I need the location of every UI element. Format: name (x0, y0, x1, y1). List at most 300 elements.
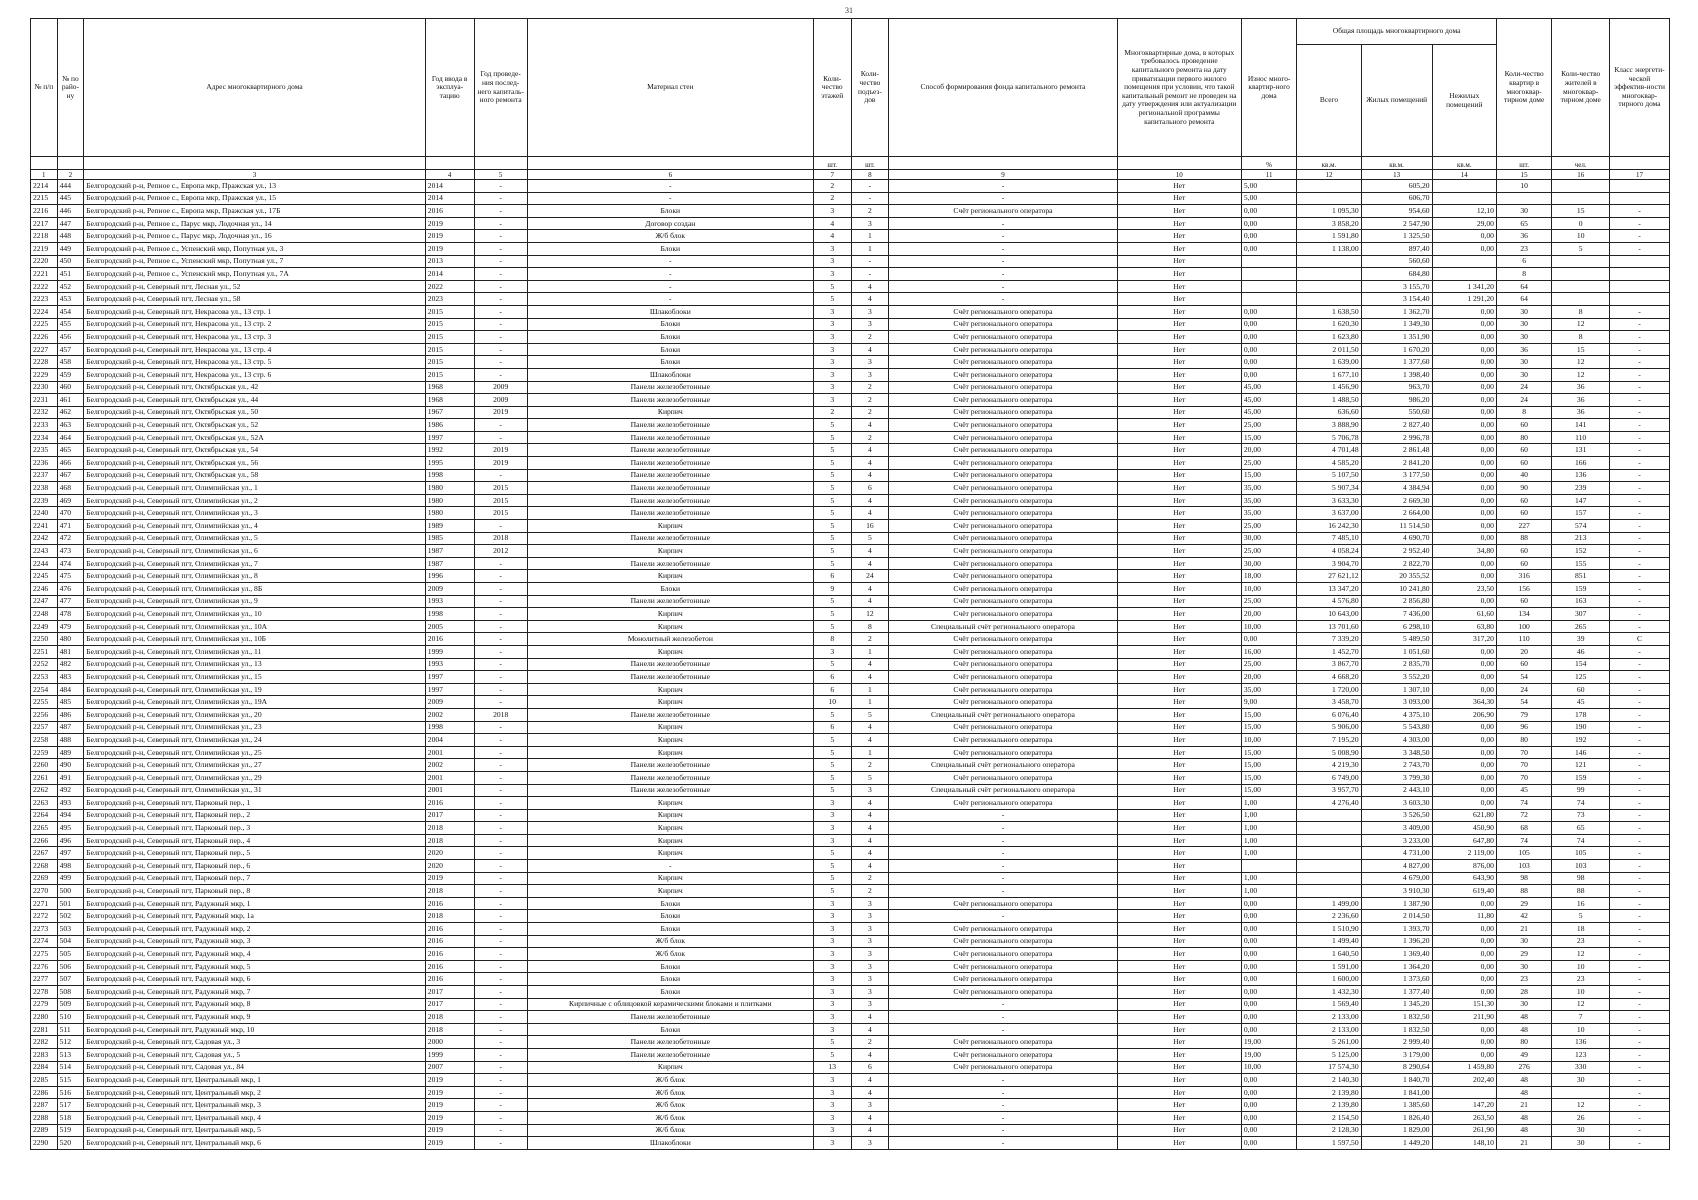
cell-residents: 10 (1552, 960, 1610, 973)
cell-entrances: 4 (851, 1111, 889, 1124)
cell-repair-required: Нет (1117, 1099, 1241, 1112)
cell-fund-method: - (889, 1124, 1117, 1137)
cell-area-residential: 3 177,50 (1361, 469, 1432, 482)
cell-apartments: 24 (1496, 381, 1551, 394)
cell-area-nonresidential: 619,40 (1432, 885, 1496, 898)
header-area-nonresidential: Нежилых помещений (1432, 45, 1496, 157)
cell-row-number: 2251 (31, 645, 58, 658)
cell-district-number: 475 (57, 570, 84, 583)
cell-district-number: 469 (57, 494, 84, 507)
cell-last-repair-year: - (474, 180, 527, 193)
table-row (31, 557, 1670, 570)
cell-area-residential: 684,80 (1361, 268, 1432, 281)
cell-area-nonresidential: 61,60 (1432, 608, 1496, 621)
cell-wall-material: Блоки (527, 343, 813, 356)
cell-residents (1552, 293, 1610, 306)
cell-repair-required: Нет (1117, 847, 1241, 860)
cell-district-number: 506 (57, 960, 84, 973)
cell-apartments: 23 (1496, 242, 1551, 255)
cell-apartments: 49 (1496, 1048, 1551, 1061)
cell-area-residential: 2 822,70 (1361, 557, 1432, 570)
cell-wall-material: Ж/б блок (527, 1124, 813, 1137)
cell-area-residential: 2 952,40 (1361, 545, 1432, 558)
cell-wear: 30,00 (1241, 532, 1296, 545)
cell-district-number: 487 (57, 721, 84, 734)
cell-area-total: 2 140,30 (1297, 1074, 1361, 1087)
cell-district-number: 515 (57, 1074, 84, 1087)
cell-energy-class: - (1610, 746, 1670, 759)
cell-wall-material: Блоки (527, 910, 813, 923)
cell-year-built: 1980 (425, 507, 474, 520)
cell-fund-method: - (889, 242, 1117, 255)
cell-year-built: 2015 (425, 368, 474, 381)
cell-area-total: 5 107,50 (1297, 469, 1361, 482)
cell-area-nonresidential: 0,00 (1432, 595, 1496, 608)
cell-floors: 3 (813, 368, 851, 381)
cell-year-built: 2016 (425, 923, 474, 936)
cell-residents (1552, 1086, 1610, 1099)
table-row (31, 658, 1670, 671)
cell-repair-required: Нет (1117, 507, 1241, 520)
cell-address: Белгородский р-н, Северный пгт, Садовая ул., 3 (84, 1036, 426, 1049)
cell-year-built: 2018 (425, 822, 474, 835)
cell-repair-required: Нет (1117, 960, 1241, 973)
cell-last-repair-year: 2015 (474, 482, 527, 495)
cell-area-residential: 1 345,20 (1361, 998, 1432, 1011)
cell-address: Белгородский р-н, Северный пгт, Парковый пер., 2 (84, 809, 426, 822)
cell-area-nonresidential: 0,00 (1432, 671, 1496, 684)
cell-wall-material: - (527, 255, 813, 268)
cell-district-number: 486 (57, 708, 84, 721)
cell-apartments: 68 (1496, 822, 1551, 835)
cell-entrances: 3 (851, 318, 889, 331)
cell-energy-class: - (1610, 217, 1670, 230)
cell-wall-material: Кирпич (527, 1061, 813, 1074)
cell-wear: 1,00 (1241, 834, 1296, 847)
table-row (31, 205, 1670, 218)
cell-address: Белгородский р-н, Северный пгт, Парковый пер., 8 (84, 885, 426, 898)
cell-year-built: 2016 (425, 948, 474, 961)
cell-fund-method: Счёт регионального оператора (889, 734, 1117, 747)
cell-residents: 36 (1552, 381, 1610, 394)
cell-last-repair-year: - (474, 356, 527, 369)
cell-area-nonresidential: 0,00 (1432, 557, 1496, 570)
cell-year-built: 2019 (425, 1086, 474, 1099)
cell-repair-required: Нет (1117, 532, 1241, 545)
cell-fund-method: Счёт регионального оператора (889, 482, 1117, 495)
cell-area-residential: 4 679,00 (1361, 872, 1432, 885)
cell-entrances: 2 (851, 406, 889, 419)
cell-address: Белгородский р-н, Северный пгт, Центральный мкр, 6 (84, 1137, 426, 1150)
table-row (31, 948, 1670, 961)
cell-wall-material: Блоки (527, 205, 813, 218)
cell-floors: 3 (813, 1124, 851, 1137)
cell-floors: 5 (813, 860, 851, 873)
cell-energy-class: - (1610, 885, 1670, 898)
cell-entrances: 2 (851, 759, 889, 772)
cell-last-repair-year: - (474, 620, 527, 633)
cell-area-total: 1 452,70 (1297, 645, 1361, 658)
cell-row-number: 2277 (31, 973, 58, 986)
cell-residents: 12 (1552, 948, 1610, 961)
cell-floors: 5 (813, 280, 851, 293)
cell-area-nonresidential: 0,00 (1432, 406, 1496, 419)
cell-area-total: 27 621,12 (1297, 570, 1361, 583)
cell-year-built: 2016 (425, 960, 474, 973)
cell-wall-material: Панели железобетонные (527, 784, 813, 797)
cell-residents: 45 (1552, 696, 1610, 709)
cell-year-built: 1980 (425, 494, 474, 507)
cell-row-number: 2243 (31, 545, 58, 558)
cell-year-built: 2015 (425, 356, 474, 369)
cell-apartments: 21 (1496, 1137, 1551, 1150)
cell-repair-required: Нет (1117, 457, 1241, 470)
cell-apartments: 60 (1496, 595, 1551, 608)
cell-apartments: 48 (1496, 1011, 1551, 1024)
cell-row-number: 2290 (31, 1137, 58, 1150)
cell-row-number: 2246 (31, 583, 58, 596)
cell-energy-class: - (1610, 797, 1670, 810)
cell-year-built: 1986 (425, 419, 474, 432)
cell-entrances: 3 (851, 1137, 889, 1150)
cell-energy-class: - (1610, 444, 1670, 457)
cell-entrances: 4 (851, 1074, 889, 1087)
cell-entrances: 4 (851, 721, 889, 734)
cell-district-number: 485 (57, 696, 84, 709)
cell-fund-method: Счёт регионального оператора (889, 797, 1117, 810)
cell-entrances: 3 (851, 217, 889, 230)
header-apartments: Коли-чество квартир в многоквар-тирном доме (1496, 19, 1551, 157)
cell-last-repair-year: - (474, 1124, 527, 1137)
cell-repair-required: Нет (1117, 494, 1241, 507)
cell-wear: 0,00 (1241, 973, 1296, 986)
cell-residents: 163 (1552, 595, 1610, 608)
cell-row-number: 2272 (31, 910, 58, 923)
table-row (31, 217, 1670, 230)
cell-residents: 125 (1552, 671, 1610, 684)
cell-wall-material: Блоки (527, 923, 813, 936)
cell-energy-class: - (1610, 1124, 1670, 1137)
cell-address: Белгородский р-н, Репное с., Парус мкр, Лодочная ул., 16 (84, 230, 426, 243)
cell-area-residential: 1 377,40 (1361, 986, 1432, 999)
cell-year-built: 2019 (425, 1124, 474, 1137)
cell-residents (1552, 268, 1610, 281)
cell-apartments: 79 (1496, 708, 1551, 721)
cell-fund-method: Счёт регионального оператора (889, 771, 1117, 784)
cell-repair-required: Нет (1117, 268, 1241, 281)
cell-wall-material: Ж/б блок (527, 1099, 813, 1112)
cell-residents (1552, 255, 1610, 268)
cell-area-residential: 550,60 (1361, 406, 1432, 419)
cell-energy-class (1610, 293, 1670, 306)
table-row (31, 671, 1670, 684)
cell-district-number: 468 (57, 482, 84, 495)
cell-floors: 2 (813, 180, 851, 193)
cell-repair-required: Нет (1117, 368, 1241, 381)
cell-fund-method: Счёт регионального оператора (889, 608, 1117, 621)
cell-fund-method: Счёт регионального оператора (889, 683, 1117, 696)
cell-entrances: 3 (851, 368, 889, 381)
cell-district-number: 453 (57, 293, 84, 306)
cell-district-number: 456 (57, 331, 84, 344)
cell-wear: 30,00 (1241, 557, 1296, 570)
cell-energy-class: - (1610, 923, 1670, 936)
cell-energy-class: - (1610, 1086, 1670, 1099)
cell-energy-class: - (1610, 494, 1670, 507)
table-row (31, 860, 1670, 873)
cell-repair-required: Нет (1117, 1074, 1241, 1087)
cell-area-nonresidential: 0,00 (1432, 771, 1496, 784)
table-row (31, 759, 1670, 772)
cell-row-number: 2287 (31, 1099, 58, 1112)
table-row (31, 973, 1670, 986)
cell-area-nonresidential: 0,00 (1432, 1048, 1496, 1061)
cell-entrances: 3 (851, 305, 889, 318)
cell-residents: 265 (1552, 620, 1610, 633)
cell-wear: 20,00 (1241, 444, 1296, 457)
cell-fund-method: Счёт регионального оператора (889, 444, 1117, 457)
table-row (31, 784, 1670, 797)
cell-residents: 159 (1552, 583, 1610, 596)
cell-year-built: 2018 (425, 910, 474, 923)
cell-area-nonresidential: 23,50 (1432, 583, 1496, 596)
cell-floors: 5 (813, 482, 851, 495)
cell-floors: 5 (813, 595, 851, 608)
cell-apartments: 60 (1496, 457, 1551, 470)
cell-floors: 3 (813, 960, 851, 973)
cell-repair-required: Нет (1117, 696, 1241, 709)
cell-residents: 110 (1552, 431, 1610, 444)
cell-apartments: 8 (1496, 268, 1551, 281)
cell-last-repair-year: - (474, 885, 527, 898)
cell-district-number: 447 (57, 217, 84, 230)
cell-floors: 3 (813, 948, 851, 961)
cell-area-total: 1 499,00 (1297, 897, 1361, 910)
cell-year-built: 2018 (425, 834, 474, 847)
cell-last-repair-year: - (474, 784, 527, 797)
cell-wall-material: Кирпич (527, 645, 813, 658)
cell-apartments: 276 (1496, 1061, 1551, 1074)
cell-wall-material: Панели железобетонные (527, 658, 813, 671)
cell-area-total: 3 637,00 (1297, 507, 1361, 520)
cell-apartments: 80 (1496, 734, 1551, 747)
cell-entrances: 5 (851, 532, 889, 545)
cell-district-number: 494 (57, 809, 84, 822)
cell-floors: 5 (813, 507, 851, 520)
cell-floors: 4 (813, 230, 851, 243)
cell-floors: 3 (813, 331, 851, 344)
cell-last-repair-year: - (474, 570, 527, 583)
cell-last-repair-year: 2012 (474, 545, 527, 558)
cell-wear: 1,00 (1241, 797, 1296, 810)
cell-wall-material: Панели железобетонные (527, 431, 813, 444)
cell-wall-material: Блоки (527, 960, 813, 973)
table-row (31, 1086, 1670, 1099)
cell-repair-required: Нет (1117, 671, 1241, 684)
cell-repair-required: Нет (1117, 520, 1241, 533)
cell-row-number: 2222 (31, 280, 58, 293)
cell-entrances: 2 (851, 431, 889, 444)
cell-apartments: 103 (1496, 860, 1551, 873)
cell-area-nonresidential: 0,00 (1432, 923, 1496, 936)
cell-entrances: 2 (851, 381, 889, 394)
cell-row-number: 2248 (31, 608, 58, 621)
cell-fund-method: Счёт регионального оператора (889, 457, 1117, 470)
cell-district-number: 448 (57, 230, 84, 243)
cell-residents: 16 (1552, 897, 1610, 910)
cell-year-built: 2016 (425, 973, 474, 986)
cell-apartments: 70 (1496, 746, 1551, 759)
cell-last-repair-year: - (474, 1023, 527, 1036)
cell-repair-required: Нет (1117, 734, 1241, 747)
cell-row-number: 2231 (31, 394, 58, 407)
cell-energy-class: - (1610, 948, 1670, 961)
header-wear: Износ много-квартир-ного дома (1241, 19, 1296, 157)
cell-floors: 5 (813, 1036, 851, 1049)
cell-last-repair-year: - (474, 809, 527, 822)
table-row (31, 1111, 1670, 1124)
cell-address: Белгородский р-н, Северный пгт, Олимпийская ул., 5 (84, 532, 426, 545)
cell-area-nonresidential: 0,00 (1432, 658, 1496, 671)
cell-area-total: 5 261,00 (1297, 1036, 1361, 1049)
cell-entrances: 4 (851, 847, 889, 860)
cell-wear: 25,00 (1241, 658, 1296, 671)
cell-wall-material: Шлакоблоки (527, 1137, 813, 1150)
cell-entrances: 5 (851, 771, 889, 784)
table-row (31, 1124, 1670, 1137)
cell-energy-class: - (1610, 872, 1670, 885)
cell-fund-method: Счёт регионального оператора (889, 305, 1117, 318)
cell-apartments: 88 (1496, 885, 1551, 898)
cell-district-number: 451 (57, 268, 84, 281)
cell-area-total: 10 643,00 (1297, 608, 1361, 621)
cell-last-repair-year: - (474, 658, 527, 671)
cell-energy-class: - (1610, 683, 1670, 696)
cell-district-number: 495 (57, 822, 84, 835)
table-row (31, 394, 1670, 407)
cell-row-number: 2256 (31, 708, 58, 721)
table-row (31, 242, 1670, 255)
cell-last-repair-year: - (474, 633, 527, 646)
cell-residents: 12 (1552, 318, 1610, 331)
cell-area-total: 2 128,30 (1297, 1124, 1361, 1137)
table-row (31, 1061, 1670, 1074)
cell-area-nonresidential: 1 291,20 (1432, 293, 1496, 306)
cell-entrances: 4 (851, 583, 889, 596)
cell-entrances: 3 (851, 356, 889, 369)
cell-wear: 1,00 (1241, 822, 1296, 835)
cell-area-nonresidential (1432, 192, 1496, 205)
cell-entrances: 8 (851, 620, 889, 633)
cell-energy-class: - (1610, 734, 1670, 747)
cell-floors: 3 (813, 305, 851, 318)
cell-apartments: 98 (1496, 872, 1551, 885)
cell-wear: 15,00 (1241, 469, 1296, 482)
cell-wear: 0,00 (1241, 1086, 1296, 1099)
cell-area-total: 1 569,40 (1297, 998, 1361, 1011)
cell-district-number: 512 (57, 1036, 84, 1049)
cell-area-total: 4 576,80 (1297, 595, 1361, 608)
cell-entrances: 4 (851, 419, 889, 432)
cell-fund-method: Счёт регионального оператора (889, 1048, 1117, 1061)
cell-row-number: 2270 (31, 885, 58, 898)
cell-wear: 45,00 (1241, 381, 1296, 394)
cell-address: Белгородский р-н, Северный пгт, Олимпийская ул., 7 (84, 557, 426, 570)
cell-district-number: 467 (57, 469, 84, 482)
cell-last-repair-year: - (474, 255, 527, 268)
header-area-total: Всего (1297, 45, 1361, 157)
cell-year-built: 2016 (425, 897, 474, 910)
cell-year-built: 2009 (425, 696, 474, 709)
cell-area-total: 1 456,90 (1297, 381, 1361, 394)
cell-fund-method: Специальный счёт регионального оператора (889, 759, 1117, 772)
cell-address: Белгородский р-н, Северный пгт, Некрасова ул., 13 стр. 6 (84, 368, 426, 381)
cell-area-total: 636,60 (1297, 406, 1361, 419)
cell-row-number: 2252 (31, 658, 58, 671)
cell-floors: 3 (813, 797, 851, 810)
cell-district-number: 481 (57, 645, 84, 658)
header-fund-method: Способ формирования фонда капитального ремонта (889, 19, 1117, 157)
cell-energy-class: - (1610, 834, 1670, 847)
cell-address: Белгородский р-н, Северный пгт, Октябрьская ул., 50 (84, 406, 426, 419)
cell-repair-required: Нет (1117, 1023, 1241, 1036)
cell-area-total (1297, 268, 1361, 281)
cell-apartments: 60 (1496, 444, 1551, 457)
cell-floors: 3 (813, 1111, 851, 1124)
cell-energy-class: - (1610, 406, 1670, 419)
cell-apartments: 6 (1496, 255, 1551, 268)
cell-energy-class: - (1610, 771, 1670, 784)
cell-apartments: 20 (1496, 645, 1551, 658)
cell-area-nonresidential: 148,10 (1432, 1137, 1496, 1150)
cell-entrances: 1 (851, 683, 889, 696)
cell-apartments: 30 (1496, 318, 1551, 331)
cell-repair-required: Нет (1117, 645, 1241, 658)
cell-apartments: 70 (1496, 771, 1551, 784)
cell-wear: 0,00 (1241, 356, 1296, 369)
cell-address: Белгородский р-н, Северный пгт, Олимпийская ул., 23 (84, 721, 426, 734)
cell-fund-method: Специальный счёт регионального оператора (889, 784, 1117, 797)
cell-area-total: 5 906,00 (1297, 721, 1361, 734)
cell-area-nonresidential: 147,20 (1432, 1099, 1496, 1112)
cell-district-number: 454 (57, 305, 84, 318)
cell-repair-required: Нет (1117, 860, 1241, 873)
cell-floors: 3 (813, 242, 851, 255)
cell-last-repair-year: - (474, 331, 527, 344)
cell-entrances: 1 (851, 242, 889, 255)
cell-apartments: 60 (1496, 494, 1551, 507)
cell-entrances: 4 (851, 822, 889, 835)
cell-apartments: 10 (1496, 180, 1551, 193)
cell-fund-method: Счёт регионального оператора (889, 595, 1117, 608)
cell-entrances: 4 (851, 834, 889, 847)
cell-wall-material: Кирпич (527, 797, 813, 810)
cell-row-number: 2273 (31, 923, 58, 936)
cell-area-residential: 4 384,94 (1361, 482, 1432, 495)
cell-row-number: 2281 (31, 1023, 58, 1036)
cell-address: Белгородский р-н, Северный пгт, Центральный мкр, 2 (84, 1086, 426, 1099)
table-row (31, 570, 1670, 583)
cell-year-built: 1987 (425, 557, 474, 570)
cell-area-nonresidential: 0,00 (1432, 1036, 1496, 1049)
cell-wall-material: Панели железобетонные (527, 419, 813, 432)
cell-row-number: 2282 (31, 1036, 58, 1049)
cell-last-repair-year: - (474, 230, 527, 243)
cell-area-residential: 1 670,20 (1361, 343, 1432, 356)
cell-floors: 5 (813, 545, 851, 558)
cell-address: Белгородский р-н, Северный пгт, Олимпийская ул., 20 (84, 708, 426, 721)
table-row (31, 1048, 1670, 1061)
